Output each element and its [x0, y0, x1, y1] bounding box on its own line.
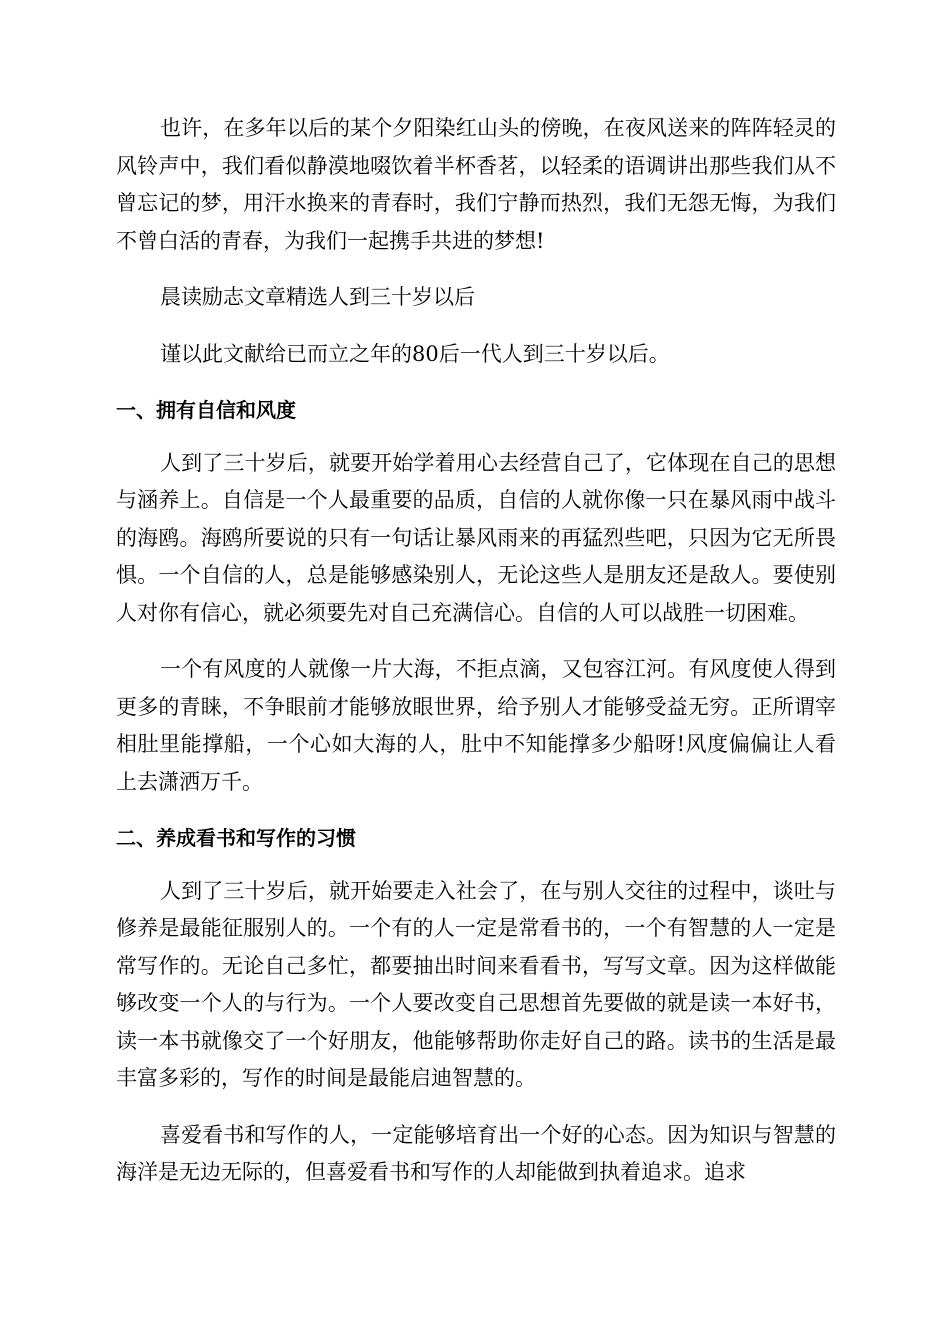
paragraph-demeanor: 一个有风度的人就像一片大海，不拒点滴，又包容江河。有风度使人得到更多的青睐，不争眼前才能够放眼世界，给予别人才能够受益无穷。正所谓宰相肚里能撑船，一个心如大海的人，肚中不知能撑多少船呀!风度偏偏让人看上去潇洒万千。: [116, 657, 836, 794]
document-body: [116, 110, 836, 1211]
paragraph-confidence: 人到了三十岁后，就要开始学着用心去经营自己了，它体现在自己的思想与涵养上。自信是一个人最重要的品质，自信的人就你像一只在暴风雨中战斗的海鸥。海鸥所要说的只有一句话让暴风雨来的再猛烈些吧，只因为它无所畏惧。一个自信的人，总是能够感染别人，无论这些人是朋友还是敌人。要使别人对你有信心，就必须要先对自己充满信心。自信的人可以战胜一切困难。: [116, 450, 836, 625]
paragraph-dream: 也许，在多年以后的某个夕阳染红山头的傍晚，在夜风送来的阵阵轻灵的风铃声中，我们看似静漠地啜饮着半杯香茗，以轻柔的语调讲出那些我们从不曾忘记的梦，用汗水换来的青春时，我们宁静而热烈，我们无怨无悔，为我们不曾白活的青春，为我们一起携手共进的梦想!: [116, 116, 836, 253]
article-title-line: 晨读励志文章精选人到三十岁以后: [160, 285, 475, 309]
section-heading-reading-writing: 二、养成看书和写作的习惯: [116, 826, 356, 850]
dedication-line: 谨以此文献给已而立之年的80后一代人到三十岁以后。: [160, 341, 670, 366]
paragraph-reading-writing: 人到了三十岁后，就开始要走入社会了，在与别人交往的过程中，谈吐与修养是最能征服别人的。一个有的人一定是常看书的，一个有智慧的人一定是常写作的。无论自己多忙，都要抽出时间来看看书，写写文章。因为这样做能够改变一个人的与行为。一个人要改变自己思想首先要做的就是读一本好书，读一本书就像交了一个好朋友，他能够帮助你走好自己的路。读书的生活是最丰富多彩的，写作的时间是最能启迪智慧的。: [116, 878, 836, 1090]
paragraph-mindset: 喜爱看书和写作的人，一定能够培育出一个好的心态。因为知识与智慧的海洋是无边无际的，但喜爱看书和写作的人却能做到执着追求。追求: [116, 1122, 836, 1184]
section-heading-confidence: 一、拥有自信和风度: [116, 398, 296, 422]
